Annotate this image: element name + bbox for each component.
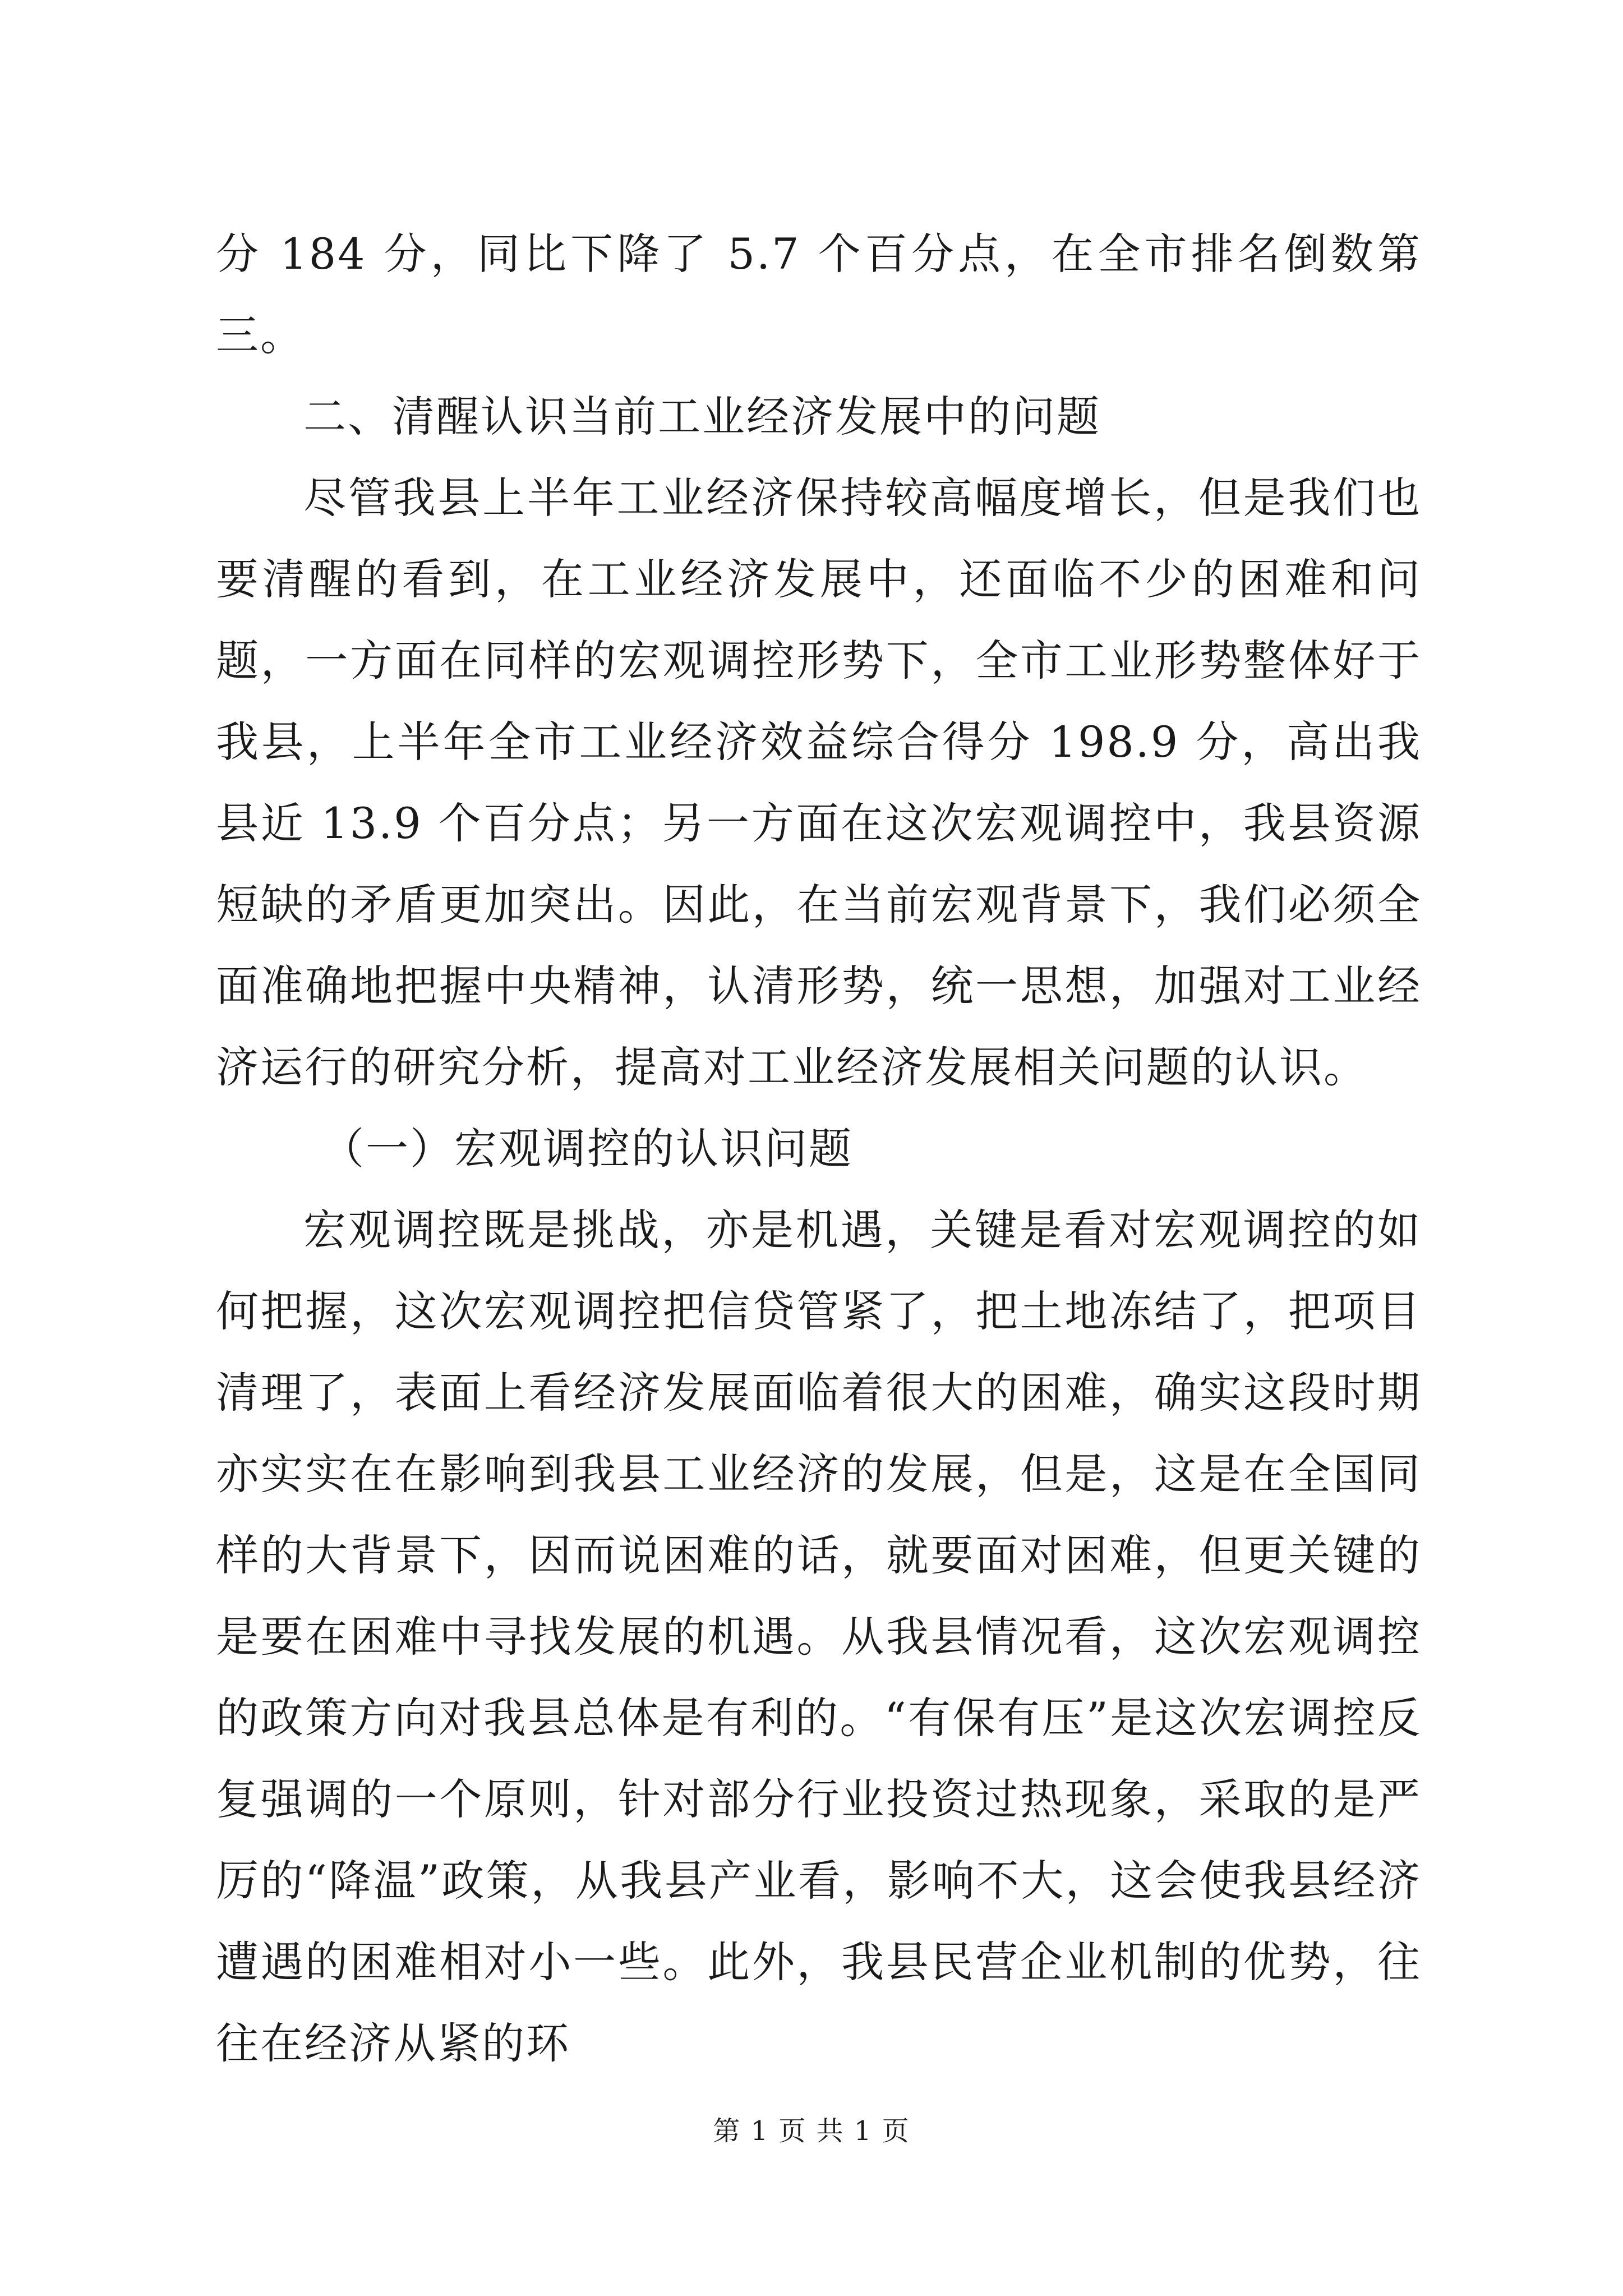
paragraph-continued: 分 184 分，同比下降了 5.7 个百分点，在全市排名倒数第三。 xyxy=(216,229,1422,360)
paragraph-macro-control: 宏观调控既是挑战，亦是机遇，关键是看对宏观调控的如何把握，这次宏观调控把信贷管紧了，把土地冻结了，把项目清理了，表面上看经济发展面临着很大的困难，确实这段时期亦实实在在影响到我县工业经济的发展，但是，这是在全国同样的大背景下，因而说困难的话，就要面对困难，但更关键的是要在困难中寻找发展的机遇。从我县情况看，这次宏观调控的政策方向对我县总体是有利的。“有保有压”是这次宏调控反复强调的一个原则，针对部分行业投资过热现象，采取的是严厉的“降温”政策，从我县产业看，影响不大，这会使我县经济遭遇的困难相对小一些。此外，我县民营企业机制的优势，往往在经济从紧的环 xyxy=(216,1205,1422,2068)
section-heading-two: 二、清醒认识当前工业经济发展中的问题 xyxy=(303,392,1101,441)
paragraph-overview: 尽管我县上半年工业经济保持较高幅度增长，但是我们也要清醒的看到，在工业经济发展中，还面临不少的困难和问题，一方面在同样的宏观调控形势下，全市工业形势整体好于我县，上半年全市工业经济效益综合得分 198.9 分，高出我县近 13.9 个百分点；另一方面在这次宏观调控中，我县资源短缺的矛盾更加突出。因此，在当前宏观背景下，我们必须全面准确地把握中央精神，认清形势，统一思想，加强对工业经济运行的研究分析，提高对工业经济发展相关问题的认识。 xyxy=(216,473,1422,1092)
document-body xyxy=(216,213,1422,2084)
page-footer: 第 1 页 共 1 页 xyxy=(713,2115,910,2147)
subsection-heading-one: （一）宏观调控的认识问题 xyxy=(321,1124,853,1174)
